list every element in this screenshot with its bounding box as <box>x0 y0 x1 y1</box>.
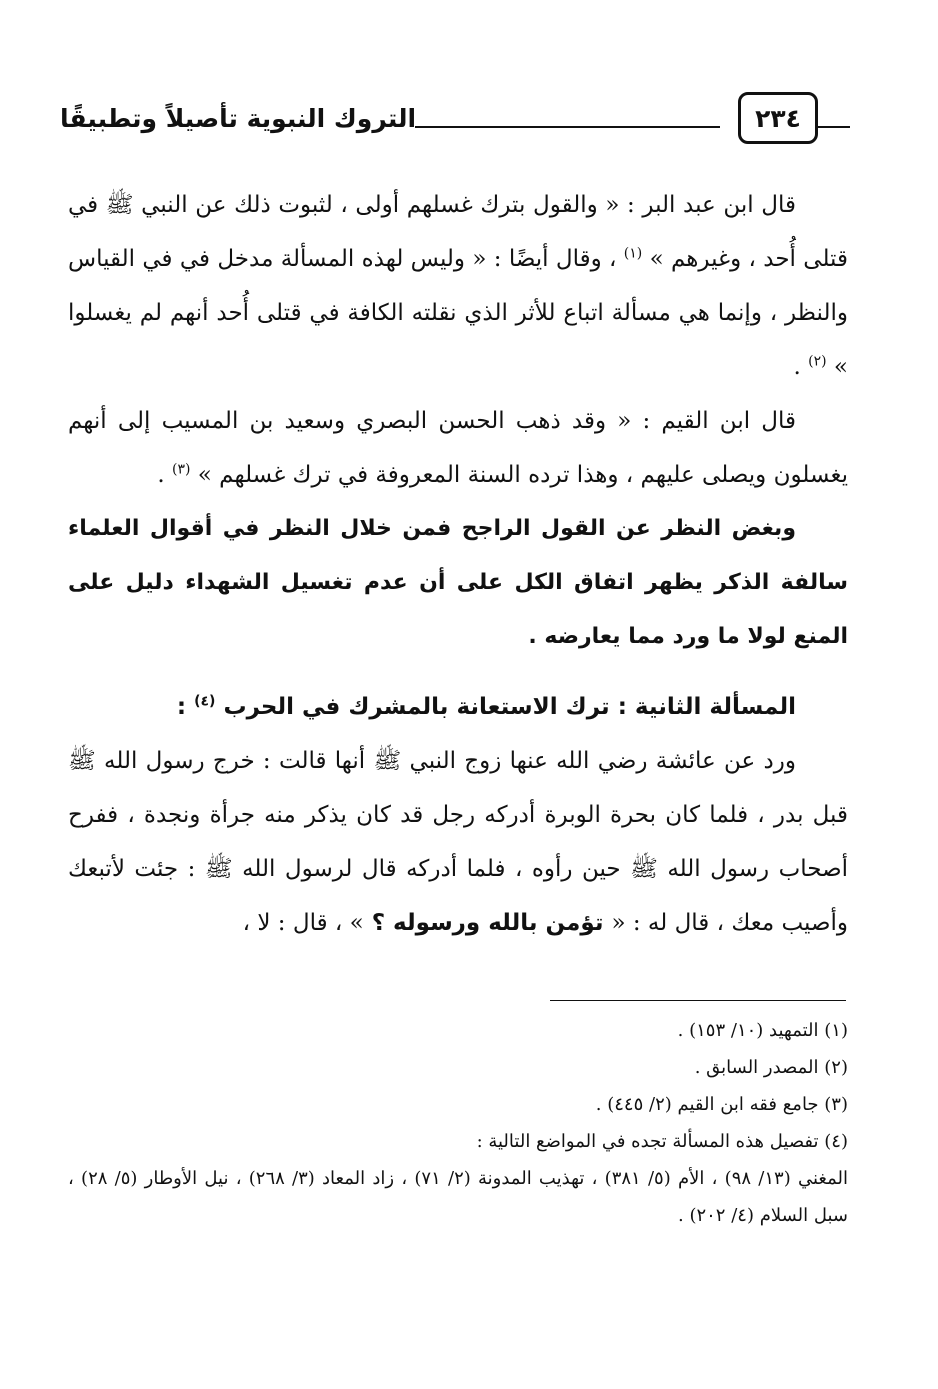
footnote-ref-1[interactable]: (١) <box>623 245 643 262</box>
page-header <box>60 92 850 152</box>
paragraph-tail: » ، قال : لا ، <box>242 910 364 936</box>
main-text <box>68 178 848 950</box>
footnote-4-sources: المغني (١٣/ ٩٨) ، الأم (٥/ ٣٨١) ، تهذيب المدونة (٢/ ٧١) ، زاد المعاد (٣/ ٢٦٨) ، نيل الأوطار (٥/ ٢٨) ، سبل السلام (٤/ ٢٠٢) . <box>68 1168 848 1226</box>
paragraph-text: وبغض النظر عن القول الراجح فمن خلال النظر في أقوال العلماء سالفة الذكر يظهر اتفاق الكل على أن عدم تغسيل الشهداء دليل على المنع لولا ما ورد مما يعارضه . <box>68 516 848 649</box>
footnote-4: (٤) تفصيل هذه المسألة تجده في المواضع التالية : <box>476 1131 848 1152</box>
footnote-3: (٣) جامع فقه ابن القيم (٢/ ٤٤٥) . <box>595 1094 848 1115</box>
paragraph-ibn-abd-al-barr <box>68 178 848 394</box>
footnote-ref-4[interactable]: (٤) <box>194 693 216 710</box>
footnotes <box>68 1012 848 1234</box>
paragraph-text: قال ابن القيم : « وقد ذهب الحسن البصري وسعيد بن المسيب إلى أنهم يغسلون ويصلى عليهم ، وهذا ترده السنة المعروفة في ترك غسلهم » <box>68 408 848 488</box>
paragraph-conclusion <box>68 502 848 664</box>
paragraph-tail: . <box>157 462 172 488</box>
header-rule <box>415 126 720 128</box>
footnote-ref-3[interactable]: (٣) <box>172 461 191 478</box>
page-number: ٢٣٤ <box>738 92 818 144</box>
footnote-ref-2[interactable]: (٢) <box>808 353 827 370</box>
paragraph-text: ورد عن عائشة رضي الله عنها زوج النبي ﷺ أنها قالت : خرج رسول الله ﷺ قبل بدر ، فلما كان بحرة الوبرة أدركه رجل قد كان يذكر منه جرأة ونجدة ، ففرح أصحاب رسول الله ﷺ حين رأوه ، فلما أدركه قال لرسول الله ﷺ : جئت لأتبعك وأصيب معك ، قال له : « <box>68 748 848 936</box>
section-heading <box>68 680 848 734</box>
paragraph-tail: . <box>793 354 809 380</box>
paragraph-text: قال ابن عبد البر : « والقول بترك غسلهم أولى ، لثبوت ذلك عن النبي ﷺ في قتلى أُحد ، وغيرهم » <box>68 192 848 272</box>
footnote-1: (١) التمهيد (١٠/ ١٥٣) . <box>677 1020 848 1041</box>
paragraph-ibn-al-qayyim <box>68 394 848 502</box>
footnote-separator <box>550 1000 846 1001</box>
running-title: التروك النبوية تأصيلاً وتطبيقًا <box>60 104 417 133</box>
header-rule-short <box>818 126 850 128</box>
heading-tail: : <box>176 694 195 720</box>
heading-text: المسألة الثانية : ترك الاستعانة بالمشرك في الحرب <box>223 694 796 720</box>
paragraph-aisha-narration <box>68 734 848 950</box>
prophet-quote: تؤمن بالله ورسوله ؟ <box>363 910 612 936</box>
footnote-2: (٢) المصدر السابق . <box>694 1057 848 1078</box>
paragraph-text-continued: ، وقال أيضًا : « وليس لهذه المسألة مدخل في في القياس والنظر ، وإنما هي مسألة اتباع للأثر الذي نقلته الكافة في قتلى أُحد أنهم لم يغسلوا » <box>68 246 848 380</box>
